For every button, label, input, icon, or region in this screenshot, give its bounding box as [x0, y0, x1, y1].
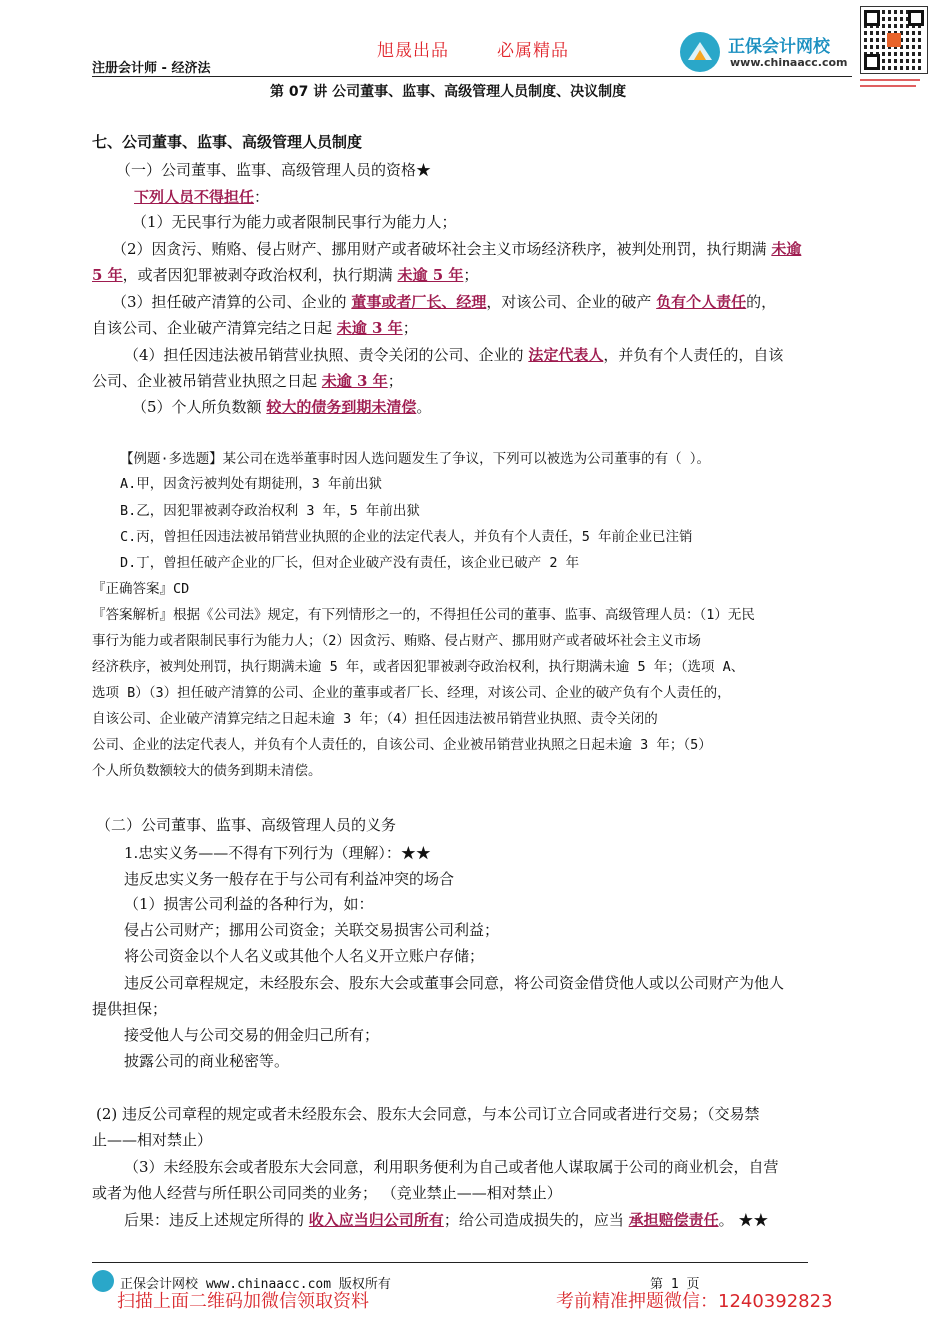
analysis-line-2: 事行为能力或者限制民事行为能力人；（2）因贪污、贿赂、侵占财产、挪用财产或者破坏社会主义市场	[92, 633, 701, 649]
consequence: 后果：违反上述规定所得的 收入应当归公司所有；给公司造成损失的，应当 承担赔偿责任。 ★★	[124, 1211, 769, 1229]
footer-logo-icon	[92, 1270, 114, 1292]
correct-answer: 『正确答案』CD	[92, 581, 190, 597]
analysis-line-4: 选项 B）（3）担任破产清算的公司、企业的董事或者厂长、经理，对该公司、企业的破产负有个人责任的，	[92, 685, 731, 701]
option-a: A.甲，因贪污被判处有期徒刑，3 年前出狱	[120, 476, 383, 492]
brand-name: 正保会计网校	[728, 37, 830, 57]
qr-center-logo	[887, 33, 901, 47]
lecture-title: 第 07 讲 公司董事、监事、高级管理人员制度、决议制度	[270, 84, 627, 100]
duty-1-d: 接受他人与公司交易的佣金归己所有；	[124, 1026, 380, 1044]
item-1: （1）无民事行为能力或者限制民事行为能力人；	[132, 213, 457, 231]
analysis-line-3: 经济秩序，被判处刑罚，执行期满未逾 5 年，或者因犯罪被剥夺政治权利，执行期满未逾 5 年；（选项 A、	[92, 659, 745, 675]
item-5: （5）个人所负数额 较大的债务到期未清偿。	[132, 398, 432, 416]
sub1-title: （一）公司董事、监事、高级管理人员的资格★	[116, 161, 432, 179]
analysis-line-6: 公司、企业的法定代表人，并负有个人责任的，自该公司、企业被吊销营业执照之日起未逾 3 年；（5）	[92, 737, 712, 753]
qr-caption	[860, 76, 926, 94]
option-c: C.丙，曾担任因违法被吊销营业执照的企业的法定代表人，并负有个人责任，5 年前企业已注销	[120, 529, 693, 545]
duty-1: （1）损害公司利益的各种行为，如：	[124, 895, 374, 913]
duty-3-line-2: 或者为他人经营与所任职公司同类的业务； （竞业禁止——相对禁止）	[92, 1184, 562, 1202]
duty-3-line-1: （3）未经股东会或者股东大会同意，利用职务便利为自己或者他人谋取属于公司的商业机会，自营	[124, 1158, 779, 1176]
item-4-line-2: 公司、企业被吊销营业执照之日起 未逾 3 年；	[92, 372, 403, 390]
brand-logo-icon	[680, 32, 720, 72]
duty-1-a: 侵占公司财产；挪用公司资金；关联交易损害公司利益；	[124, 921, 500, 939]
analysis-line-5: 自该公司、企业破产清算完结之日起未逾 3 年；（4）担任因违法被吊销营业执照、责令关闭的	[92, 711, 658, 727]
footer-promo-left: 扫描上面二维码加微信领取资料	[117, 1291, 369, 1312]
duty-1-e: 披露公司的商业秘密等。	[124, 1052, 290, 1070]
example-question: 【例题·多选题】某公司在选举董事时因人选问题发生了争议，下列可以被选为公司董事的有（ ）。	[120, 451, 711, 467]
conflict-note: 违反忠实义务一般存在于与公司有利益冲突的场合	[124, 870, 455, 888]
item-3-line-1: （3）担任破产清算的公司、企业的 董事或者厂长、经理，对该公司、企业的破产 负有个人责任的，	[112, 293, 777, 311]
footer-rule	[92, 1262, 808, 1263]
duty-1-c-line-2: 提供担保；	[92, 1000, 168, 1018]
duty-1-c-line-1: 违反公司章程规定，未经股东会、股东大会或董事会同意，将公司资金借贷他人或以公司财产为他人	[124, 974, 785, 992]
item-3-line-2: 自该公司、企业破产清算完结之日起 未逾 3 年；	[92, 319, 418, 337]
option-b: B.乙，因犯罪被剥夺政治权利 3 年，5 年前出狱	[120, 503, 420, 519]
duty-2-line-1: (2) 违反公司章程的规定或者未经股东会、股东大会同意，与本公司订立合同或者进行交易；（交易禁	[96, 1105, 760, 1123]
item-4-line-1: （4）担任因违法被吊销营业执照、责令关闭的公司、企业的 法定代表人，并负有个人责任的，自该	[124, 346, 784, 364]
loyalty-heading: 1.忠实义务——不得有下列行为（理解）：★★	[124, 844, 431, 862]
page-number: 第 1 页	[650, 1277, 700, 1292]
slogan-left: 旭晟出品	[377, 41, 449, 61]
option-d: D.丁，曾担任破产企业的厂长，但对企业破产没有责任，该企业已破产 2 年	[120, 555, 580, 571]
analysis-line-1: 『答案解析』根据《公司法》规定，有下列情形之一的，不得担任公司的董事、监事、高级管理人员：（1）无民	[92, 607, 755, 623]
brand-logo	[680, 30, 850, 74]
section-title: 七、公司董事、监事、高级管理人员制度	[92, 133, 363, 151]
sub2-title: （二）公司董事、监事、高级管理人员的义务	[96, 816, 397, 834]
analysis-line-7: 个人所负数额较大的债务到期未清偿。	[92, 763, 322, 779]
slogan-right: 必属精品	[497, 41, 569, 61]
footer-copyright: 正保会计网校 www.chinaacc.com 版权所有	[120, 1277, 391, 1292]
qr-code	[860, 6, 928, 74]
duty-2-line-2: 止——相对禁止）	[92, 1131, 213, 1149]
duty-1-b: 将公司资金以个人名义或其他个人名义开立账户存储；	[124, 947, 485, 965]
subject-label: 注册会计师 - 经济法	[92, 61, 211, 76]
footer-promo-right: 考前精准押题微信：1240392823	[556, 1291, 833, 1312]
header-rule	[92, 76, 852, 77]
brand-url: www.chinaacc.com	[730, 56, 848, 69]
item-2-line-2: 5 年，或者因犯罪被剥夺政治权利，执行期满 未逾 5 年；	[92, 266, 479, 284]
sub1-lead: 下列人员不得担任：	[134, 188, 270, 206]
item-2-line-1: （2）因贪污、贿赂、侵占财产、挪用财产或者破坏社会主义市场经济秩序，被判处刑罚，执行期满 未逾	[112, 240, 802, 258]
